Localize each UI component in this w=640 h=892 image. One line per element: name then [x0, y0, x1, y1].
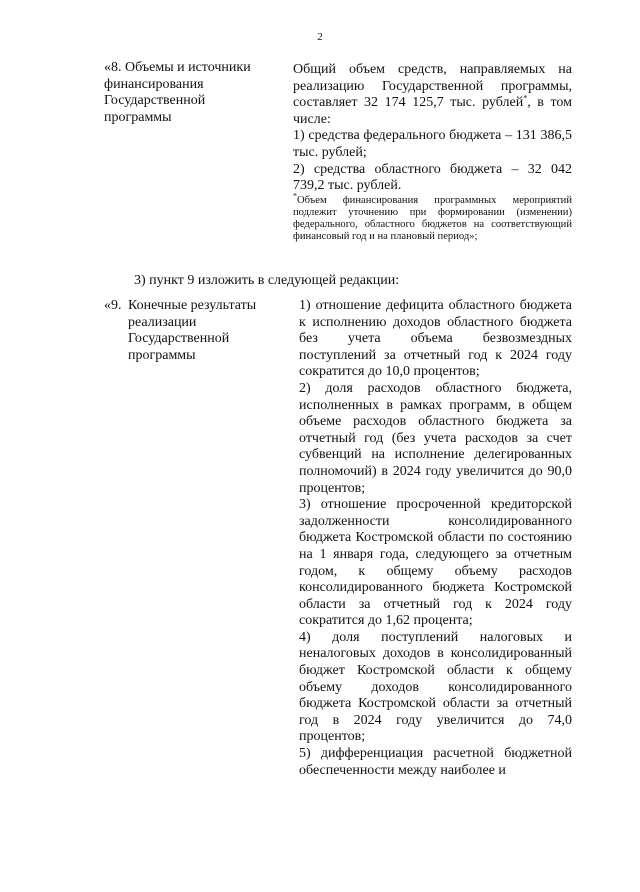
section-8-content: [293, 62, 572, 244]
result-item: 2) доля расходов областного бюджета, исполненных в рамках программ, в общем объеме расходов областного бюджета за отчетный год (без учета расходов за счет субвенций на исполнение делегированных полномочий) в 2024 году увеличится до 90,0 процентов;: [299, 380, 572, 496]
footnote-text: Объем финансирования программных мероприятий подлежит уточнению при формировании (изменении) федерального, областного бюджетов на соответствующий финансовый год и на плановый период»;: [293, 194, 572, 243]
section-9-number: «9.: [104, 298, 122, 313]
section-9-content: [299, 298, 572, 779]
instruction-line: 3) пункт 9 изложить в следующей редакции:: [134, 273, 400, 288]
result-item: 4) доля поступлений налоговых и неналоговых доходов в консолидированный бюджет Костромской области к общему объему доходов консолидированного бюджета Костромской области за отчетный год в 2024 году увеличится до 74,0 процентов;: [299, 629, 572, 745]
section-8-item-2: 2) средства областного бюджета – 32 042 739,2 тыс. рублей.: [293, 161, 572, 194]
footnote-ref: *: [523, 93, 528, 103]
section-8-label: «8. Объемы и источники финансирования Государственной программы: [104, 60, 251, 125]
result-item: 5) дифференциация расчетной бюджетной обеспеченности между наиболее и: [299, 746, 572, 778]
total-text: Общий объем средств, направляемых на реализацию Государственной программы, составляет 32 174 125,7 тыс. рублей: [293, 62, 572, 111]
page-number: 2: [317, 31, 323, 43]
result-item: 3) отношение просроченной кредиторской задолженности консолидированного бюджета Костромской области по состоянию на 1 января года, следующего за отчетным годом, к общему объему расходов консолидированного бюджета Костромской области за отчетный год к 2024 году сократится до 1,62 процента;: [299, 497, 572, 629]
total-text-end: , в том числе:: [293, 95, 572, 127]
section-8-total: [293, 62, 572, 128]
section-8-item-1: 1) средства федерального бюджета – 131 386,5 тыс. рублей;: [293, 128, 572, 160]
section-9-label: Конечные результаты реализации Государственной программы: [128, 298, 257, 363]
footnote-mark: *: [293, 191, 297, 201]
footnote: [293, 191, 572, 244]
result-item: 1) отношение дефицита областного бюджета к исполнению доходов областного бюджета без учета объема безвозмездных поступлений за отчетный год к 2024 году сократится до 10,0 процентов;: [299, 298, 572, 380]
